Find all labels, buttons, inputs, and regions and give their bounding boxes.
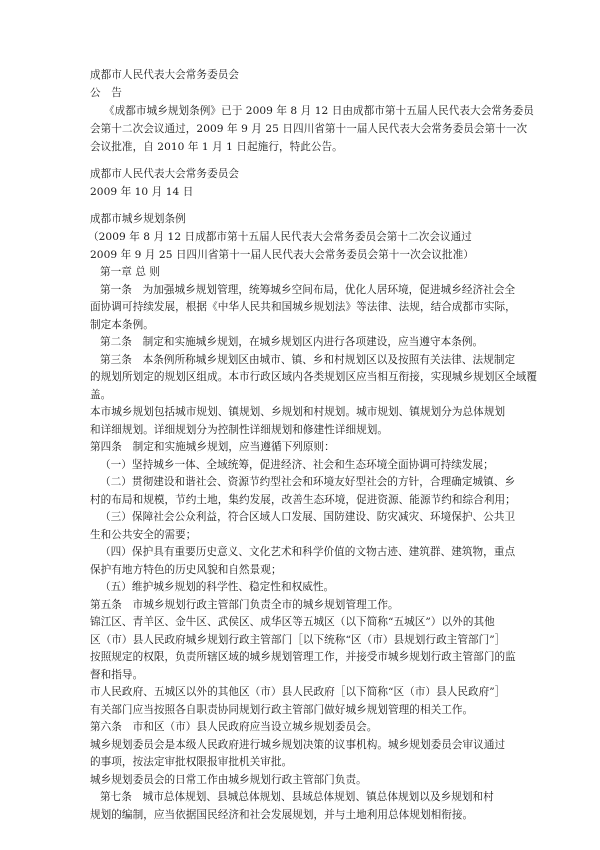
notice-date: 2009 年 10 月 14 日 bbox=[90, 186, 194, 198]
regulation-line: （五）维护城乡规划的科学性、稳定性和权威性。 bbox=[100, 581, 335, 593]
regulation-line: 本市城乡规划包括城市规划、镇规划、乡规划和村规划。城市规划、镇规划分为总体规划 bbox=[90, 406, 506, 418]
regulation-line: 城乡规划委员会的日常工作由城乡规划行政主管部门负责。 bbox=[90, 774, 367, 786]
regulation-line: 第二条 制定和实施城乡规划，在城乡规划区内进行各项建设，应当遵守本条例。 bbox=[100, 336, 484, 348]
regulation-line: （三）保障社会公众利益，符合区域人口发展、国防建设、防灾减灾、环境保护、公共卫 bbox=[100, 511, 516, 523]
regulation-line: （四）保护具有重要历史意义、文化艺术和科学价值的文物古迹、建筑群、建筑物，重点 bbox=[100, 546, 516, 558]
regulation-line: 和详细规划。详细规划分为控制性详细规划和修建性详细规划。 bbox=[90, 424, 389, 436]
regulation-line: 城乡规划委员会是本级人民政府进行城乡规划决策的议事机构。城乡规划委员会审议通过 bbox=[90, 739, 506, 751]
regulation-line: 第七条 城市总体规划、县城总体规划、县域总体规划、镇总体规划以及乡规划和村 bbox=[100, 791, 494, 803]
regulation-line: 制定本条例。 bbox=[90, 319, 154, 331]
notice-body-line: 会第十二次会议通过，2009 年 9 月 25 日四川省第十一届人民代表大会常务委员会第十一次 bbox=[90, 123, 528, 135]
regulation-line: 第五条 市城乡规划行政主管部门负责全市的城乡规划管理工作。 bbox=[90, 599, 399, 611]
regulation-line: 生和公共安全的需要； bbox=[90, 529, 197, 541]
notice-signature: 成都市人民代表大会常务委员会 bbox=[90, 168, 240, 180]
regulation-passage-line: 2009 年 9 月 25 日四川省第十一届人民代表大会常务委员会第十一次会议批准） bbox=[90, 249, 474, 261]
notice-body-line: 《成都市城乡规划条例》已于 2009 年 8 月 12 日由成都市第十五届人民代表大会常务委员 bbox=[104, 105, 534, 117]
notice-heading: 公 告 bbox=[90, 87, 122, 99]
notice-issuer: 成都市人民代表大会常务委员会 bbox=[90, 69, 240, 81]
regulation-line: 区（市）县人民政府城乡规划行政主管部门［以下统称“区（市）县规划行政主管部门”］ bbox=[90, 634, 506, 646]
notice-body-line: 会议批准，自 2010 年 1 月 1 日起施行，特此公告。 bbox=[90, 141, 343, 153]
regulation-line: 盖。 bbox=[90, 389, 112, 401]
regulation-line: （一）坚持城乡一体、全域统筹，促进经济、社会和生态环境全面协调可持续发展； bbox=[100, 459, 494, 471]
regulation-line: 第三条 本条例所称城乡规划区由城市、镇、乡和村规划区以及按照有关法律、法规制定 bbox=[100, 354, 516, 366]
regulation-line: 的事项，按法定审批权限报审批机关审批。 bbox=[90, 756, 293, 768]
regulation-line: 锦江区、青羊区、金牛区、武侯区、成华区等五城区（以下简称“五城区”）以外的其他 bbox=[90, 616, 495, 628]
regulation-line: 市人民政府、五城区以外的其他区（市）县人民政府［以下简称“区（市）县人民政府”］ bbox=[90, 686, 506, 698]
regulation-line: 面协调可持续发展，根据《中华人民共和国城乡规划法》等法律、法规，结合成都市实际， bbox=[90, 301, 516, 313]
regulation-line: 的规划所划定的规划区组成。本市行政区域内各类规划区应当相互衔接，实现城乡规划区全域覆 bbox=[90, 371, 538, 383]
regulation-line: 第一条 为加强城乡规划管理，统筹城乡空间布局，优化人居环境，促进城乡经济社会全 bbox=[100, 284, 516, 296]
regulation-line: 按照规定的权限，负责所辖区域的城乡规划管理工作，并接受市城乡规划行政主管部门的监 bbox=[90, 651, 516, 663]
regulation-line: 保护有地方特色的历史风貌和自然景观； bbox=[90, 564, 282, 576]
regulation-line: 第六条 市和区（市）县人民政府应当设立城乡规划委员会。 bbox=[90, 721, 378, 733]
regulation-line: 村的布局和规模，节约土地，集约发展，改善生态环境，促进资源、能源节约和综合利用； bbox=[90, 494, 516, 506]
regulation-line: 规划的编制，应当依据国民经济和社会发展规划，并与土地利用总体规划相衔接。 bbox=[90, 809, 474, 821]
regulation-line: （二）贯彻建设和谐社会、资源节约型社会和环境友好型社会的方针，合理确定城镇、乡 bbox=[100, 476, 516, 488]
regulation-title: 成都市城乡规划条例 bbox=[90, 213, 186, 225]
regulation-passage-line: （2009 年 8 月 12 日成都市第十五届人民代表大会常务委员会第十二次会议通过 bbox=[88, 231, 472, 243]
chapter-heading: 第一章 总 则 bbox=[100, 266, 161, 278]
regulation-line: 督和指导。 bbox=[90, 669, 144, 681]
regulation-line: 有关部门应当按照各自职责协同规划行政主管部门做好城乡规划管理的相关工作。 bbox=[90, 704, 474, 716]
regulation-line: 第四条 制定和实施城乡规划，应当遵循下列原则： bbox=[90, 441, 335, 453]
